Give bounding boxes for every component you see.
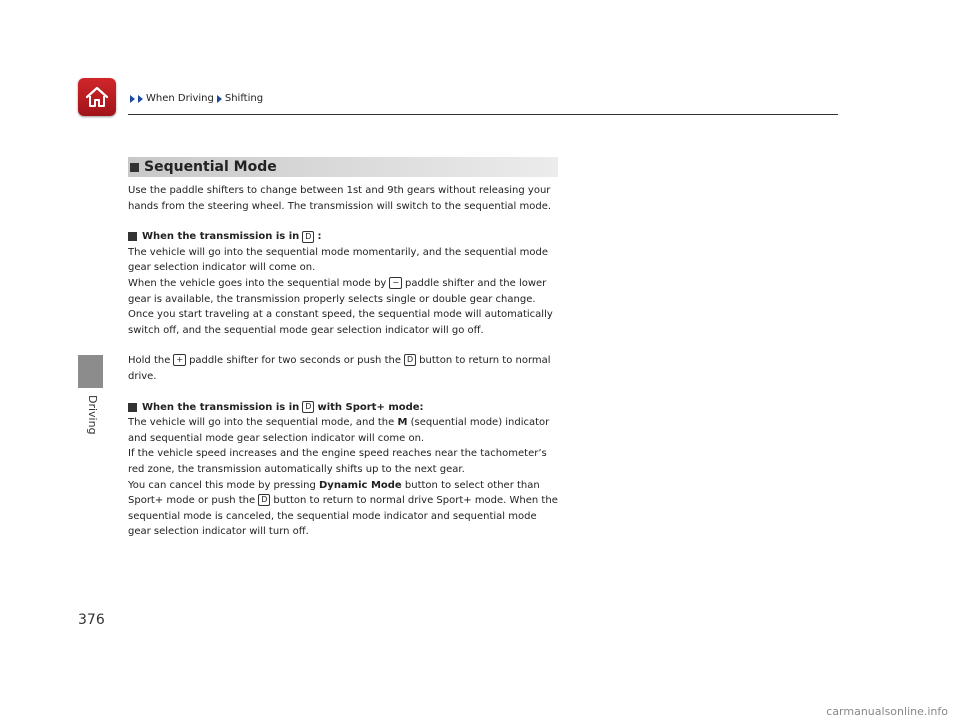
plus-key-icon: + [173, 354, 186, 366]
chevron-right-icon [138, 95, 143, 103]
sub2-heading-post: with Sport+ mode: [317, 401, 424, 413]
page-number: 376 [78, 612, 105, 628]
minus-key-icon: − [389, 277, 402, 289]
sub2-p1-post: (sequential mode) indicator and sequential mode gear selection indicator will come on. [128, 417, 550, 444]
sub2-paragraph-2: If the vehicle speed increases and the engine speed reaches near the tachometer’s red zone, the transmission automatically shifts up to the next gear. [128, 448, 547, 475]
d-key-icon: D [404, 354, 416, 366]
m-indicator-label: M [397, 417, 408, 429]
square-bullet-icon [128, 232, 137, 241]
d-key-icon: D [258, 494, 270, 506]
dynamic-mode-label: Dynamic Mode [319, 479, 402, 491]
sub1-p4-pre: Hold the [128, 355, 171, 367]
square-bullet-icon [130, 163, 139, 172]
home-button[interactable] [78, 78, 116, 116]
sub1-p2-pre: When the vehicle goes into the sequential mode by [128, 277, 387, 289]
d-key-icon: D [302, 231, 314, 243]
sub1-paragraph-4 [128, 353, 558, 384]
breadcrumb [130, 93, 263, 104]
sub2-heading-pre: When the transmission is in [142, 401, 300, 413]
sub1-p4-mid: paddle shifter for two seconds or push the [189, 355, 401, 367]
sub1-heading-post: : [317, 231, 322, 243]
sub2-paragraph-3 [128, 478, 558, 540]
header-divider [128, 114, 838, 115]
main-content [128, 157, 558, 540]
chapter-tab[interactable] [78, 355, 103, 388]
square-bullet-icon [128, 403, 137, 412]
sub1-p4-post: button to return to normal drive. [128, 355, 551, 382]
sub2-p3-post: button to return to normal drive Sport+ mode. When the sequential mode is canceled, the sequential mode indicator and sequential mode gear selection indicator will turn off. [128, 495, 558, 538]
breadcrumb-shifting[interactable]: Shifting [224, 93, 264, 104]
breadcrumb-when-driving[interactable]: When Driving [146, 93, 214, 104]
chapter-label: Driving [86, 395, 99, 435]
sub2-p1-pre: The vehicle will go into the sequential mode, and the [128, 417, 395, 429]
sub1-paragraph-1: The vehicle will go into the sequential mode momentarily, and the sequential mode gear selection indicator will come on. [128, 246, 549, 274]
sub2-paragraph-1 [128, 415, 558, 446]
sub2-p3-pre: You can cancel this mode by pressing [128, 479, 316, 491]
chevron-right-icon [217, 95, 222, 103]
section-intro: Use the paddle shifters to change between 1st and 9th gears without releasing your hands from the steering wheel. The transmission will switch to the sequential mode. [128, 185, 552, 212]
section-header [128, 157, 558, 177]
sub1-paragraph-2 [128, 276, 558, 307]
subsection-heading-2 [128, 400, 558, 416]
d-key-icon: D [302, 401, 314, 413]
sub1-p2-post: paddle shifter and the lower gear is available, the transmission properly selects single or double gear change. [128, 277, 547, 305]
sub1-heading-pre: When the transmission is in [142, 231, 300, 243]
sub1-paragraph-3: Once you start traveling at a constant speed, the sequential mode will automatically switch off, and the sequential mode gear selection indicator will go off. [128, 309, 553, 336]
subsection-heading-1 [128, 229, 558, 245]
sub2-p3-mid: button to select other than Sport+ mode or push the [128, 479, 540, 507]
chevron-right-icon [130, 95, 135, 103]
home-icon [84, 85, 110, 109]
section-title: Sequential Mode [144, 159, 277, 175]
watermark: carmanualsonline.info [826, 705, 948, 718]
